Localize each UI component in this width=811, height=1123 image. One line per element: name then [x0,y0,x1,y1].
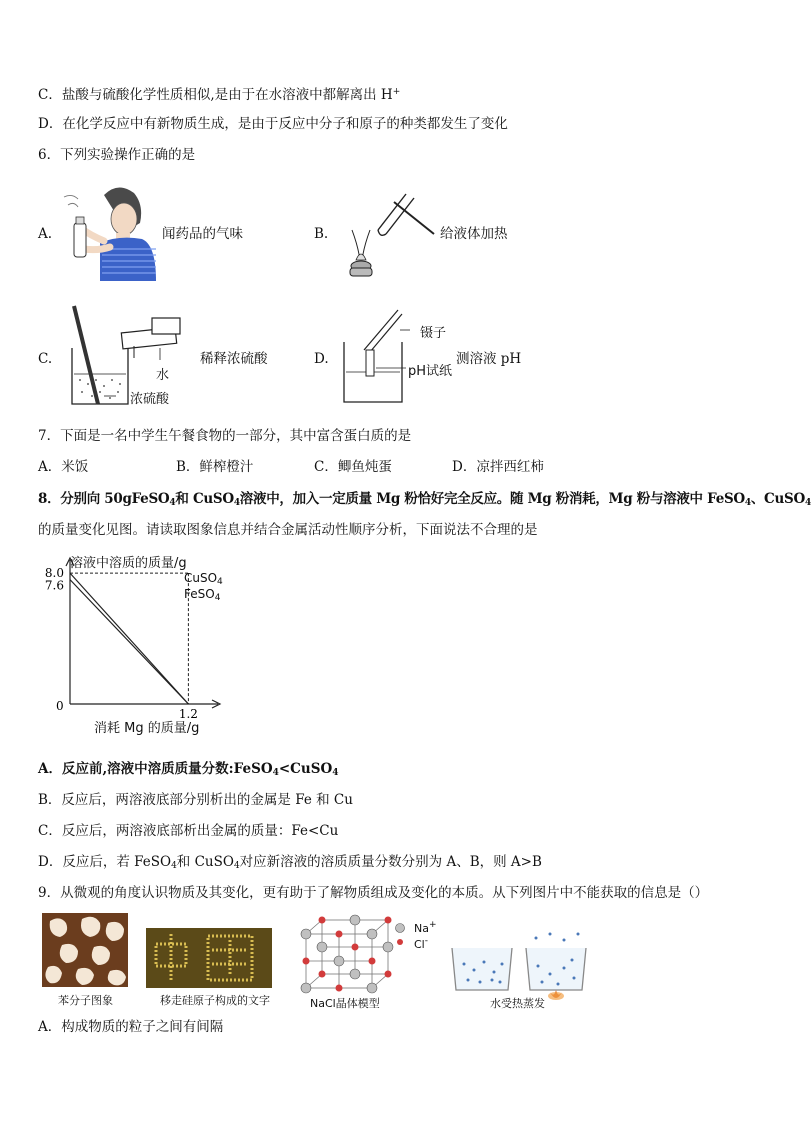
water-label: 水 [156,368,170,383]
caption-silicon: 移走硅原子构成的文字 [160,994,270,1007]
y-tick-8.0: 8.0 [44,566,64,581]
nacl-crystal-image [298,912,408,992]
ph-test-illustration [334,306,414,406]
q7-option-d: D．凉拌西红柿 [452,459,544,475]
q8-chart [30,550,240,749]
q5-option-c: C．盐酸与硫酸化学性质相似,是由于在水溶液中都解离出 H+ [38,87,401,103]
acid-label: 浓硫酸 [130,392,170,407]
q9-option-a: A．构成物质的粒子之间有间隔 [38,1019,224,1035]
q8-option-a: A．反应前,溶液中溶质质量分数:FeSO$_4$<CuSO$_4$ [38,761,339,778]
q6-stem: 6．下列实验操作正确的是 [38,147,196,163]
q9-stem: 9．从微观的角度认识物质及其变化，更有助于了解物质组成及变化的本质。从下列图片中不能获取的信息是（） [38,885,709,901]
q6-d-text: 测溶液 pH [456,351,522,367]
q8-option-c: C．反应后，两溶液底部析出金属的质量：Fe<Cu [38,823,339,839]
q6-b-text: 给液体加热 [440,226,508,242]
smell-illustration [60,183,160,281]
q6-c-text: 稀释浓硫酸 [200,351,268,367]
tweezers-label: 镊子 [420,326,447,341]
benzene-image [42,913,128,987]
caption-nacl: NaCl晶体模型 [310,997,380,1010]
heating-liquid-illustration [336,190,436,282]
silicon-atoms-image [146,928,272,988]
q8-option-d: D．反应后，若 FeSO$_4$和 CuSO$_4$对应新溶液的溶质质量分数分别为 A、B，则 A>B [38,854,542,871]
y-tick-7.6: 7.6 [44,578,64,593]
q6-c-letter: C. [38,351,53,367]
series-feso4-line [70,580,188,704]
legend-cuso4: CuSO$_4$ [184,571,223,587]
q6-d-letter: D. [314,351,329,367]
q8-stem-line2: 的质量变化见图。请读取图象信息并结合金属活动性顺序分析，下面说法不合理的是 [38,522,538,538]
legend-feso4: FeSO$_4$ [184,587,221,603]
q7-stem: 7．下面是一名中学生午餐食物的一部分，其中富含蛋白质的是 [38,428,412,444]
q7-option-a: A．米饭 [38,459,89,475]
caption-evaporation: 水受热蒸发 [490,997,545,1010]
q8-option-b: B．反应后，两溶液底部分别析出的金属是 Fe 和 Cu [38,792,353,808]
q7-option-c: C．鲫鱼炖蛋 [314,459,392,475]
q5-option-d: D．在化学反应中有新物质生成，是由于反应中分子和原子的种类都发生了变化 [38,116,508,132]
ph-paper-label: pH试纸 [408,364,453,379]
caption-benzene: 苯分子图象 [58,994,113,1007]
x-axis-label: 消耗 Mg 的质量/g [94,721,200,736]
series-cuso4-line [70,573,188,704]
cl-ion-label: Cl- [414,936,428,951]
q6-b-letter: B. [314,226,329,242]
q8-stem-line1: 8．分别向 50gFeSO$_4$和 CuSO$_4$溶液中，加入一定质量 Mg 粉恰好完全反应。随 Mg 粉消耗，Mg 粉与溶液中 FeSO$_4$、CuSO$_4$ [38,491,811,508]
q7-option-b: B．鲜榨橙汁 [176,459,254,475]
y-axis-label: 溶液中溶质的质量/g [70,556,187,571]
x-tick-1.2: 1.2 [178,707,198,721]
na-ion-label: Na+ [414,920,437,935]
q6-a-letter: A. [38,226,53,242]
q6-a-text: 闻药品的气味 [162,226,243,242]
origin-label: 0 [56,699,64,713]
